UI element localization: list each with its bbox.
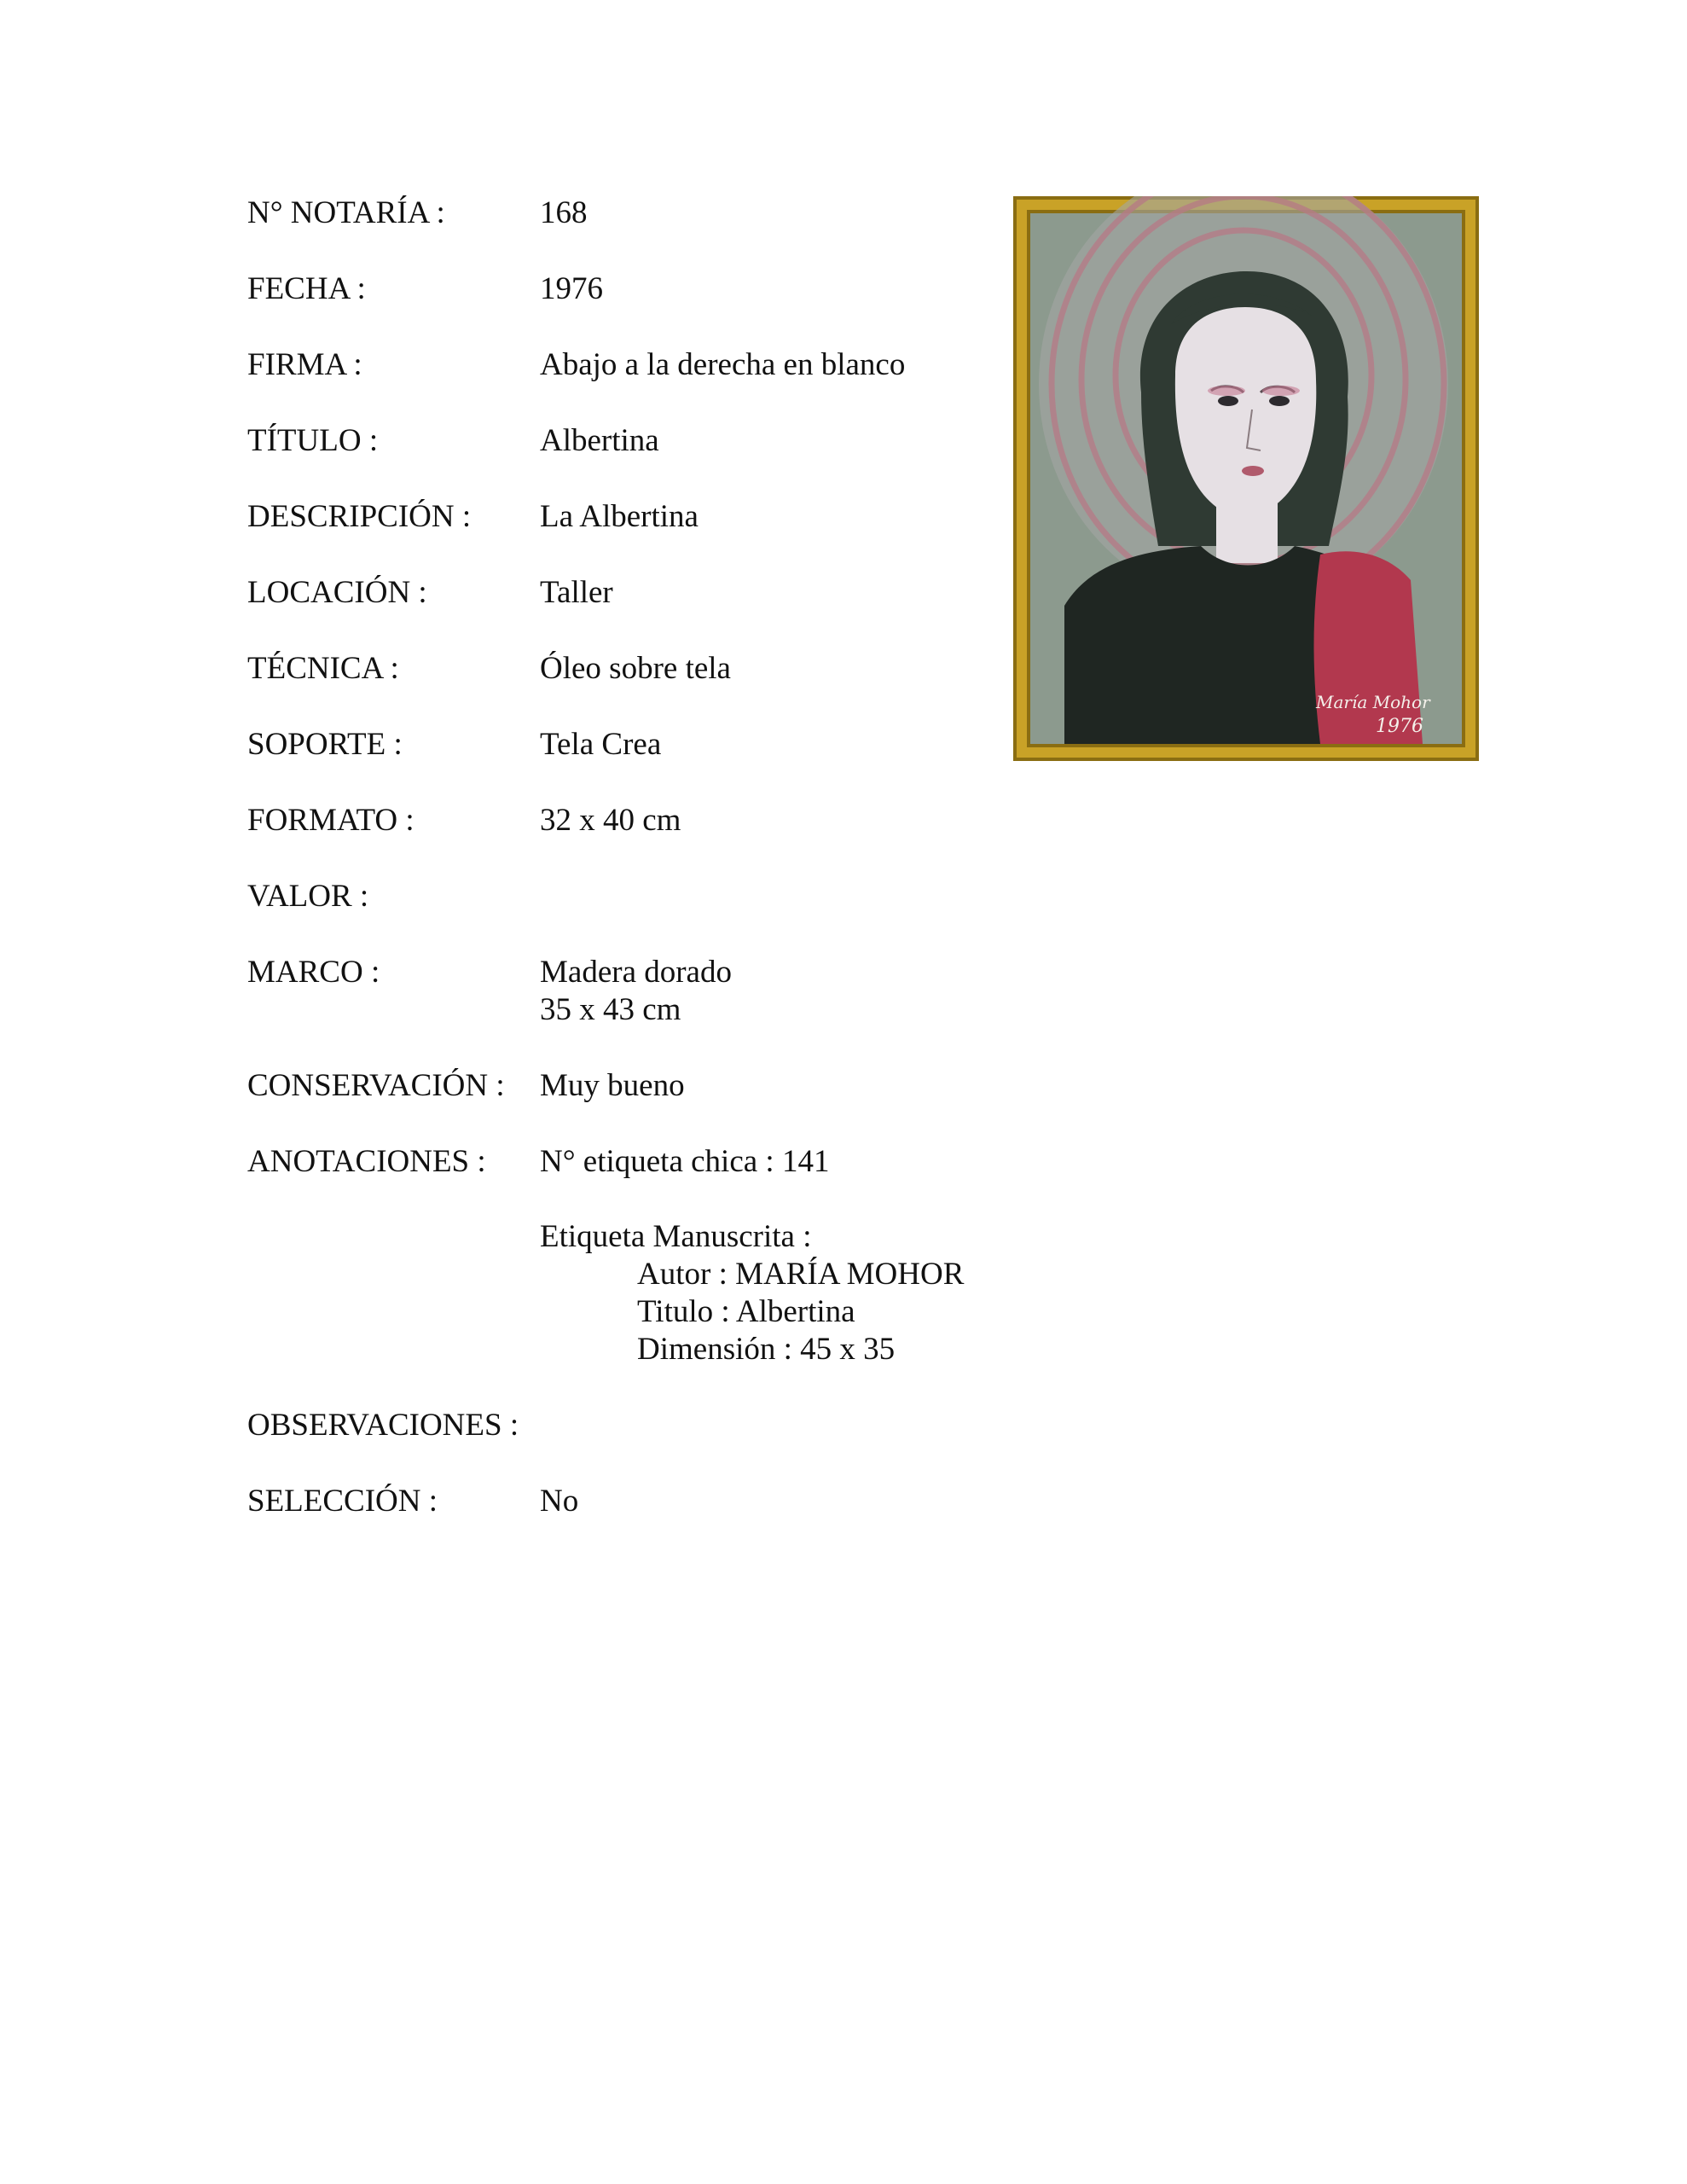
field-label: LOCACIÓN :	[247, 575, 427, 610]
field-label: FECHA :	[247, 271, 366, 306]
field-label: MARCO :	[247, 955, 380, 990]
field-value: Tela Crea	[540, 727, 662, 762]
field-observaciones	[247, 1407, 1015, 1444]
field-marco	[247, 954, 1015, 1029]
field-value: Albertina	[540, 423, 659, 458]
field-anotaciones	[247, 1143, 1015, 1368]
note-line-author: Autor : MARÍA MOHOR	[637, 1257, 965, 1292]
field-label: SOPORTE :	[247, 727, 403, 762]
field-value	[540, 954, 1015, 1029]
catalog-fields	[247, 195, 1015, 1559]
field-notaria	[247, 195, 1015, 232]
field-value: No	[540, 1484, 579, 1519]
field-descripcion	[247, 498, 1015, 536]
field-titulo	[247, 422, 1015, 460]
field-label: SELECCIÓN :	[247, 1484, 438, 1519]
field-fecha	[247, 270, 1015, 308]
field-value	[540, 1143, 1015, 1368]
field-firma	[247, 346, 1015, 384]
field-value: Abajo a la derecha en blanco	[540, 347, 906, 382]
left-eye	[1218, 396, 1238, 406]
field-label: TÍTULO :	[247, 423, 379, 458]
label-number: N° etiqueta chica : 141	[540, 1144, 830, 1179]
field-value: 168	[540, 195, 588, 230]
field-label: TÉCNICA :	[247, 651, 399, 686]
field-label: DESCRIPCIÓN :	[247, 499, 472, 534]
right-eye	[1269, 396, 1290, 406]
field-value: La Albertina	[540, 499, 699, 534]
field-locacion	[247, 574, 1015, 612]
field-value: Taller	[540, 575, 613, 610]
field-label: CONSERVACIÓN :	[247, 1068, 505, 1103]
spacer	[540, 1181, 1015, 1218]
handwritten-label-title: Etiqueta Manuscrita :	[540, 1219, 812, 1254]
field-label: N° NOTARÍA :	[247, 195, 445, 230]
field-valor	[247, 878, 1015, 915]
field-conservacion	[247, 1067, 1015, 1105]
field-formato	[247, 802, 1015, 839]
field-value: Óleo sobre tela	[540, 651, 731, 686]
painting-photo	[1013, 196, 1479, 761]
painting-signature: María Mohor	[1316, 692, 1430, 712]
field-value: 1976	[540, 271, 603, 306]
field-seleccion	[247, 1483, 1015, 1520]
field-tecnica	[247, 650, 1015, 688]
field-label: OBSERVACIONES :	[247, 1408, 519, 1443]
field-value: Muy bueno	[540, 1068, 685, 1103]
note-line-title: Titulo : Albertina	[637, 1294, 855, 1329]
marco-material: Madera dorado	[540, 955, 732, 990]
painting-signature-date: 1976	[1376, 716, 1423, 737]
field-label: FIRMA :	[247, 347, 362, 382]
marco-dimensions: 35 x 43 cm	[540, 992, 681, 1027]
note-line-dimension: Dimensión : 45 x 35	[637, 1332, 896, 1367]
field-soporte	[247, 726, 1015, 764]
portrait-image	[1013, 196, 1479, 761]
field-label: ANOTACIONES :	[247, 1144, 486, 1179]
field-label: FORMATO :	[247, 803, 415, 838]
mouth	[1242, 466, 1264, 476]
neck	[1216, 503, 1278, 563]
field-value: 32 x 40 cm	[540, 803, 681, 838]
field-label: VALOR :	[247, 879, 369, 914]
